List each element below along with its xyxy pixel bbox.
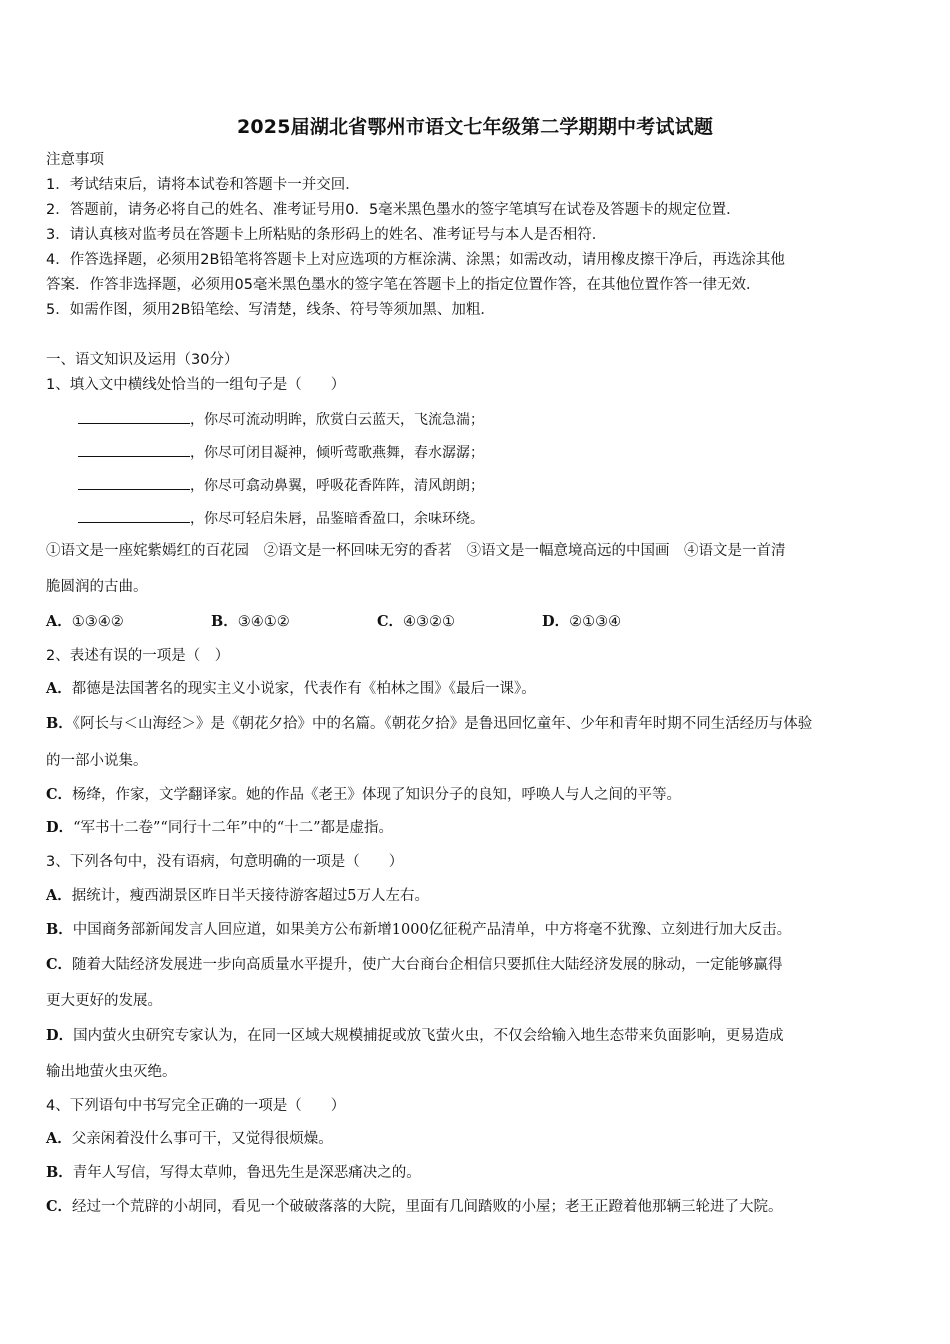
option-text: ④③②① [403, 614, 456, 630]
option-label: A． [46, 887, 72, 904]
q2-option-c[interactable] [46, 785, 681, 805]
q4-option-c[interactable] [46, 1197, 783, 1217]
q3-option-b[interactable] [46, 920, 791, 940]
section-heading: 一、语文知识及运用（30分） [46, 352, 239, 368]
fill-blank [78, 475, 190, 490]
q2-option-b-cont: 的一部小说集。 [46, 753, 148, 769]
option-label: B． [211, 613, 238, 630]
option-text: 杨绛，作家，文学翻译家。她的作品《老王》体现了知识分子的良知，呼唤人与人之间的平等。 [72, 787, 682, 803]
fill-blank [78, 442, 190, 457]
question-3-stem: 3、下列各句中，没有语病，句意明确的一项是（ ） [46, 854, 404, 870]
question-1-stem: 1、填入文中横线处恰当的一组句子是（ ） [46, 377, 346, 393]
q1-choices-line-2: 脆圆润的古曲。 [46, 579, 148, 595]
option-label: D． [46, 1027, 74, 1044]
q1-option-b[interactable] [211, 612, 290, 632]
q1-option-a[interactable] [46, 612, 124, 632]
option-text: 据统计，瘦西湖景区昨日半天接待游客超过5万人左右。 [71, 888, 429, 904]
fill-blank [78, 409, 190, 424]
q1-option-c[interactable] [377, 612, 455, 632]
q3-option-a[interactable] [46, 886, 429, 906]
option-label: A． [46, 1130, 72, 1147]
option-text: ③④①② [237, 614, 290, 630]
option-text: 中国商务部新闻发言人回应道，如果美方公布新增1000亿征税产品清单，中方将毫不犹豫、立刻进行加大反击。 [72, 922, 792, 938]
q1-blank-line-4 [78, 508, 484, 529]
option-text: 经过一个荒辟的小胡同，看见一个破破落落的大院，里面有几间踏败的小屋；老王正蹬着他那辆三轮进了大院。 [72, 1199, 783, 1215]
notice-item-4-cont: 答案．作答非选择题，必须用05毫米黑色墨水的签字笔在答题卡上的指定位置作答，在其他位置作答一律无效． [46, 277, 761, 293]
question-2-stem: 2、表述有误的一项是（ ） [46, 648, 230, 664]
q3-option-c-cont: 更大更好的发展。 [46, 993, 162, 1009]
notice-heading: 注意事项 [46, 152, 104, 168]
notice-item-1: 1．考试结束后，请将本试卷和答题卡一并交回． [46, 177, 360, 193]
q1-blank-line-2 [78, 442, 484, 463]
q3-option-c[interactable] [46, 955, 783, 975]
q1-blank-line-3 [78, 475, 484, 496]
notice-item-4: 4．作答选择题，必须用2B铅笔将答题卡上对应选项的方框涂满、涂黑；如需改动，请用橡皮擦干净后，再选涂其他 [46, 252, 785, 268]
option-text: 青年人写信，写得太草帅，鲁迅先生是深恶痛决之的。 [72, 1165, 421, 1181]
q4-option-b[interactable] [46, 1163, 421, 1183]
q1-blank-line-1 [78, 409, 484, 430]
q1-blank-text-3: ，你尽可翕动鼻翼，呼吸花香阵阵，清风朗朗； [190, 478, 484, 494]
option-text: “军书十二卷”“同行十二年”中的“十二”都是虚指。 [73, 820, 394, 836]
notice-item-2: 2．答题前，请务必将自己的姓名、准考证号用0．5毫米黑色墨水的签字笔填写在试卷及答题卡的规定位置． [46, 202, 741, 218]
option-text: 随着大陆经济发展进一步向高质量水平提升，使广大台商台企相信只要抓住大陆经济发展的脉动，一定能够赢得 [72, 957, 783, 973]
notice-item-3: 3．请认真核对监考员在答题卡上所粘贴的条形码上的姓名、准考证号与本人是否相符． [46, 227, 607, 243]
option-label: B． [46, 715, 73, 732]
option-text: 都德是法国著名的现实主义小说家，代表作有《柏林之围》《最后一课》。 [71, 681, 536, 697]
page-title: 2025届湖北省鄂州市语文七年级第二学期期中考试试题 [236, 116, 714, 138]
q1-blank-text-2: ，你尽可闭目凝神，倾听莺歌燕舞，春水潺潺； [190, 445, 484, 461]
q1-blank-text-1: ，你尽可流动明眸，欣赏白云蓝天，飞流急湍； [190, 412, 484, 428]
option-label: C． [46, 1198, 73, 1215]
q3-option-d[interactable] [46, 1026, 784, 1046]
option-text: 国内萤火虫研究专家认为，在同一区域大规模捕捉或放飞萤火虫，不仅会给输入地生态带来负面影响，更易造成 [73, 1028, 784, 1044]
q2-option-b[interactable] [46, 714, 812, 734]
question-4-stem: 4、下列语句中书写完全正确的一项是（ ） [46, 1098, 346, 1114]
q2-option-a[interactable] [46, 679, 536, 699]
option-label: C． [377, 613, 404, 630]
q2-option-d[interactable] [46, 818, 393, 838]
option-label: C． [46, 956, 73, 973]
q1-blank-text-4: ，你尽可轻启朱唇，品鉴暗香盈口，余味环绕。 [190, 511, 484, 527]
q4-option-a[interactable] [46, 1129, 333, 1149]
q3-option-d-cont: 输出地萤火虫灭绝。 [46, 1064, 177, 1080]
notice-item-5: 5．如需作图，须用2B铅笔绘、写清楚，线条、符号等须加黑、加粗． [46, 302, 495, 318]
q1-choices-line-1: ①语文是一座姹紫嫣红的百花园 ②语文是一杯回味无穷的香茗 ③语文是一幅意境高远的中国画 ④语文是一首清 [46, 543, 786, 559]
option-label: B． [46, 1164, 73, 1181]
option-text: ②①③④ [569, 614, 622, 630]
option-text: 《阿长与＜山海经＞》是《朝花夕拾》中的名篇。《朝花夕拾》是鲁迅回忆童年、少年和青年时期不同生活经历与体验 [72, 716, 813, 732]
option-label: D． [542, 613, 570, 630]
option-text: ①③④② [71, 614, 124, 630]
q1-option-d[interactable] [542, 612, 621, 632]
option-label: A． [46, 613, 72, 630]
option-label: B． [46, 921, 73, 938]
option-label: D． [46, 819, 74, 836]
option-label: A． [46, 680, 72, 697]
fill-blank [78, 508, 190, 523]
option-text: 父亲闲着没什么事可干，又觉得很烦燥。 [71, 1131, 333, 1147]
option-label: C． [46, 786, 73, 803]
